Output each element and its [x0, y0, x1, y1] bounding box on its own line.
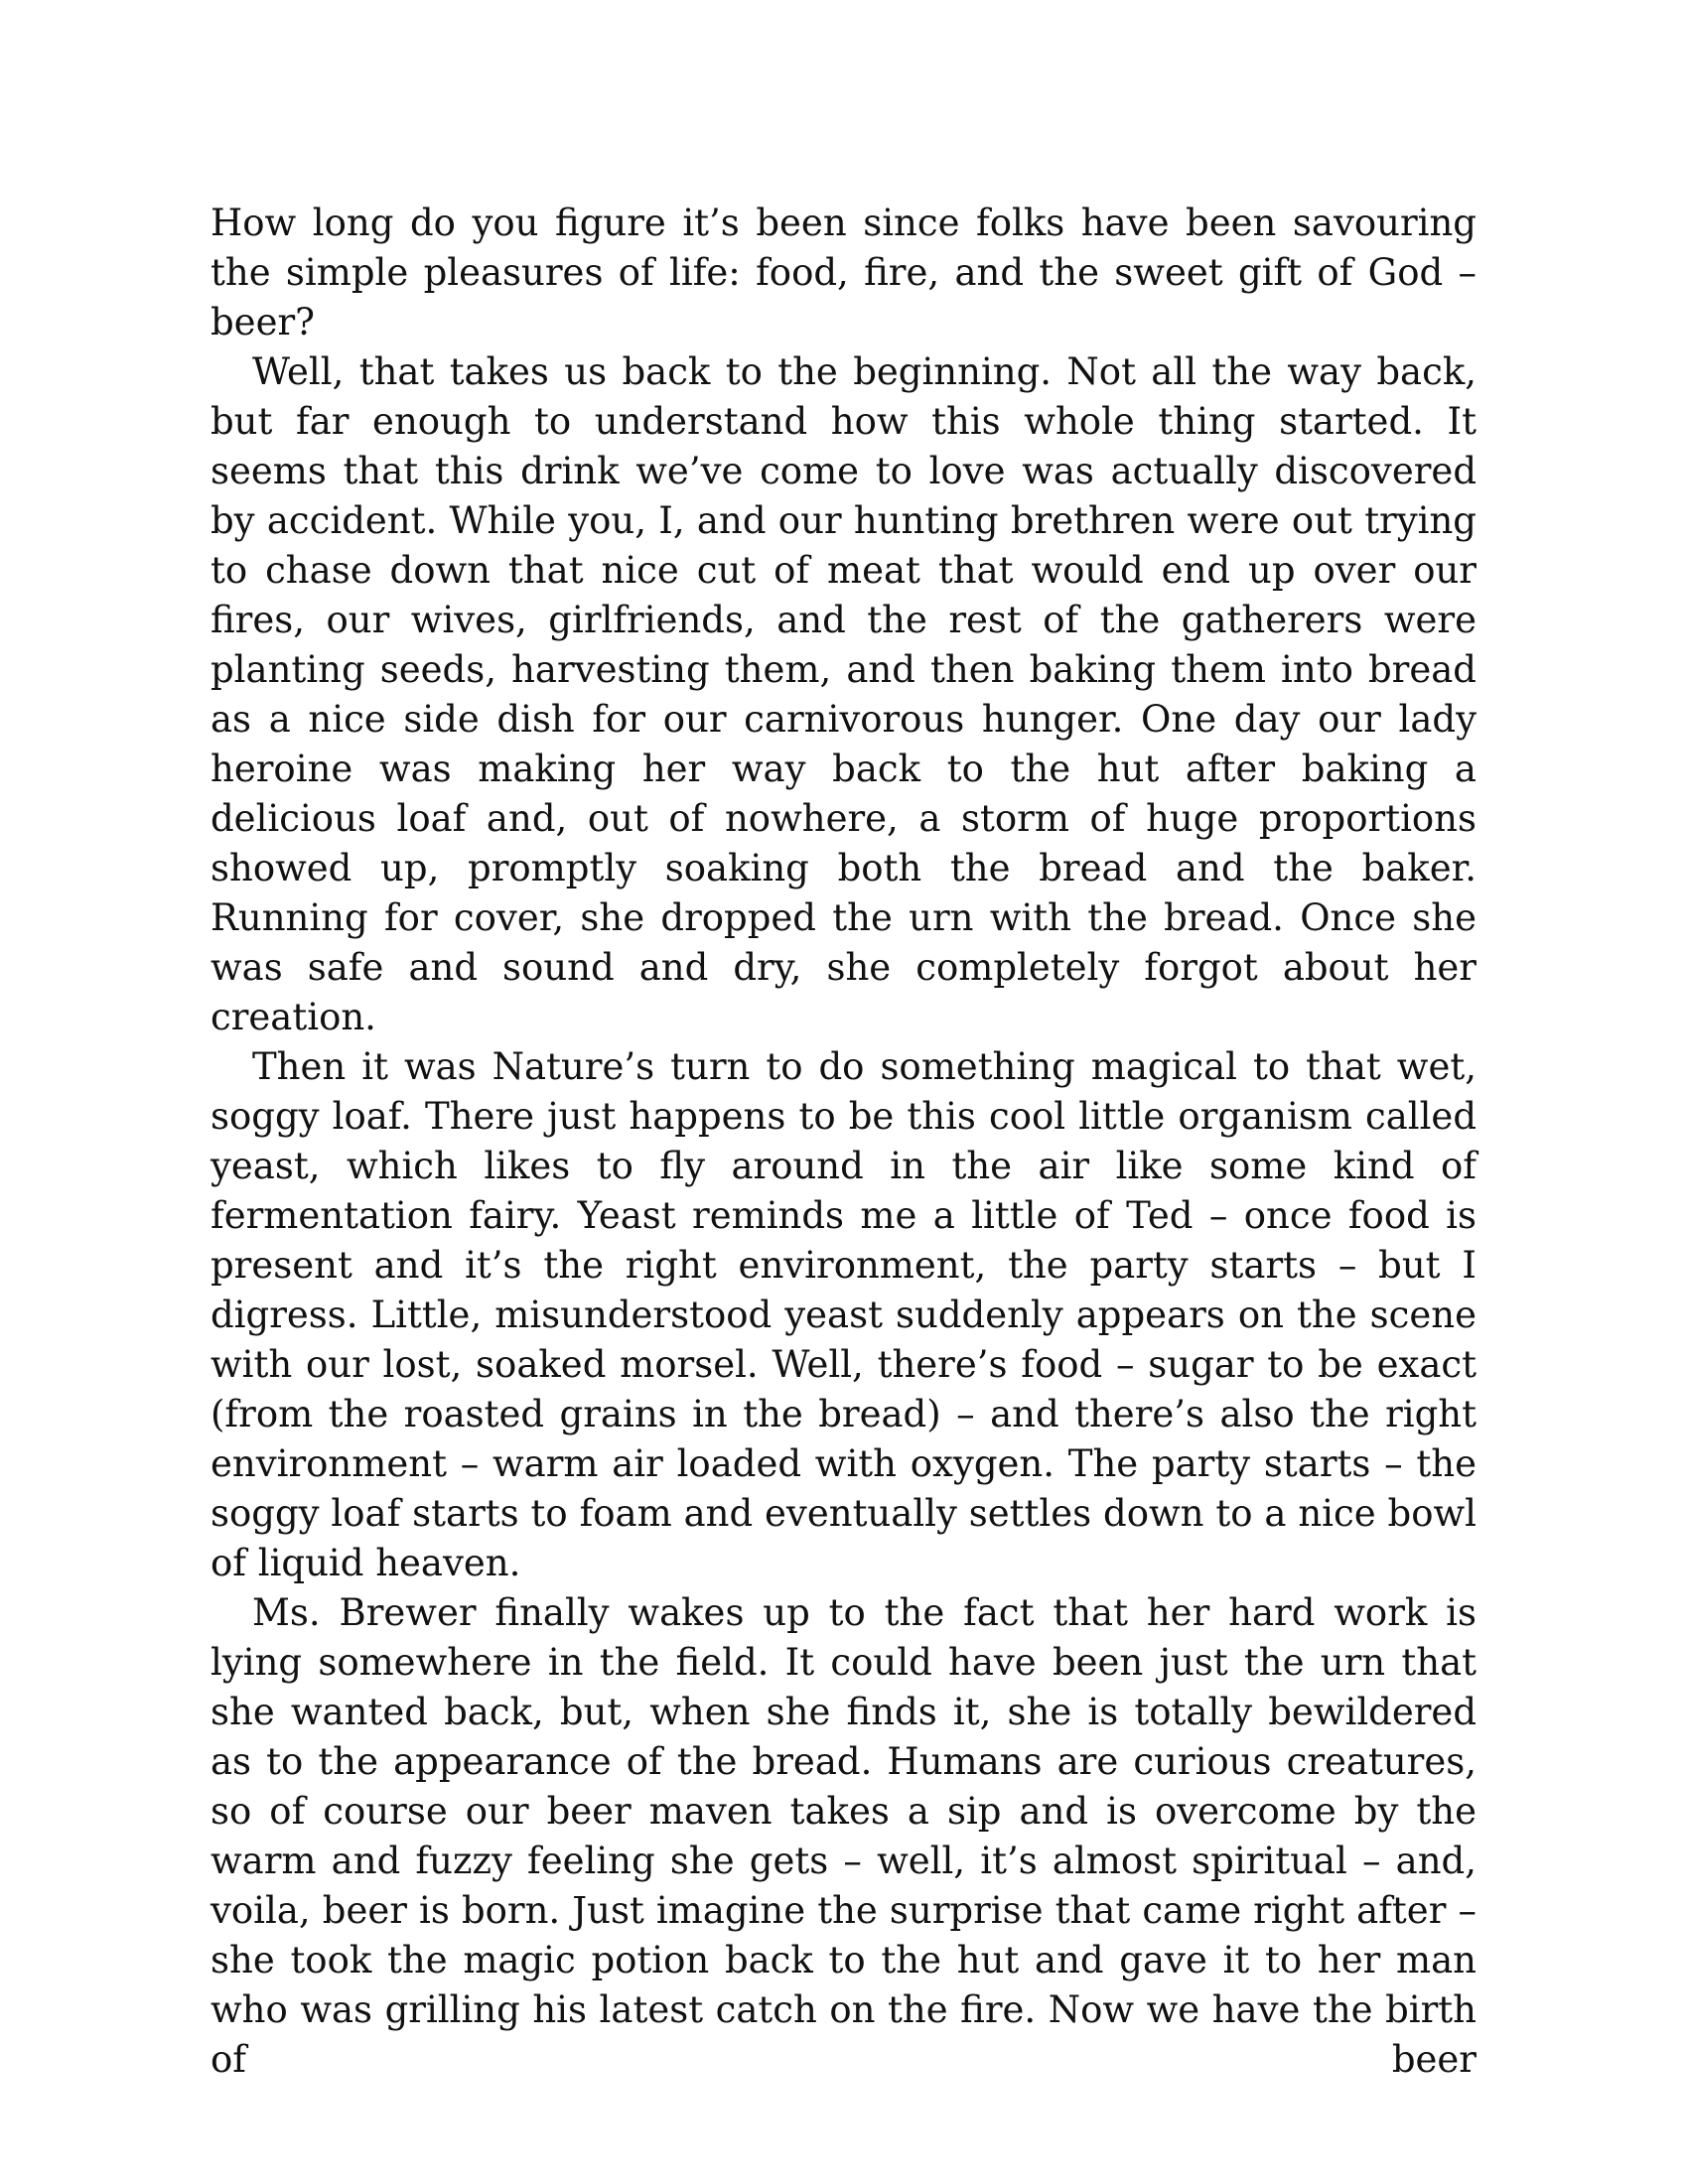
paragraph-4: Ms. Brewer finally wakes up to the fact that her hard work is lying somewhere in the field. It could have been just the urn that she wanted back, but, when she finds it, she is totally bewildered as to the appearance of the bread. Humans are curious creatures, so of course our beer maven takes a sip and is overcome by the warm and fuzzy feeling she gets – well, it’s almost spiritual – and, voila, beer is born. Just imagine the surprise that came right after – she took the magic potion back to the hut and gave it to her man who was grilling his latest catch on the fire. Now we have the birth of beer [211, 1591, 1477, 2081]
paragraph-1: How long do you figure it’s been since folks have been savouring the simple pleasures of life: food, fire, and the sweet gift of God – beer? [211, 202, 1477, 343]
book-page [211, 199, 1477, 2081]
paragraph-2: Well, that takes us back to the beginning. Not all the way back, but far enough to understand how this whole thing started. It seems that this drink we’ve come to love was actually discovered by accident. While you, I, and our hunting brethren were out trying to chase down that nice cut of meat that would end up over our fires, our wives, girlfriends, and the rest of the gatherers were planting seeds, harvesting them, and then baking them into bread as a nice side dish for our carnivorous hunger. One day our lady heroine was making her way back to the hut after baking a delicious loaf and, out of nowhere, a storm of huge proportions showed up, promptly soaking both the bread and the baker. Running for cover, she dropped the urn with the bread. Once she was safe and sound and dry, she completely forgot about her creation. [211, 350, 1477, 1038]
paragraph-3: Then it was Nature’s turn to do something magical to that wet, soggy loaf. There just happens to be this cool little organism called yeast, which likes to fly around in the air like some kind of fermentation fairy. Yeast reminds me a little of Ted – once food is present and it’s the right environment, the party starts – but I digress. Little, misunderstood yeast suddenly appears on the scene with our lost, soaked morsel. Well, there’s food – sugar to be exact (from the roasted grains in the bread) – and there’s also the right environment – warm air loaded with oxygen. The party starts – the soggy loaf starts to foam and eventually settles down to a nice bowl of liquid heaven. [211, 1045, 1477, 1584]
